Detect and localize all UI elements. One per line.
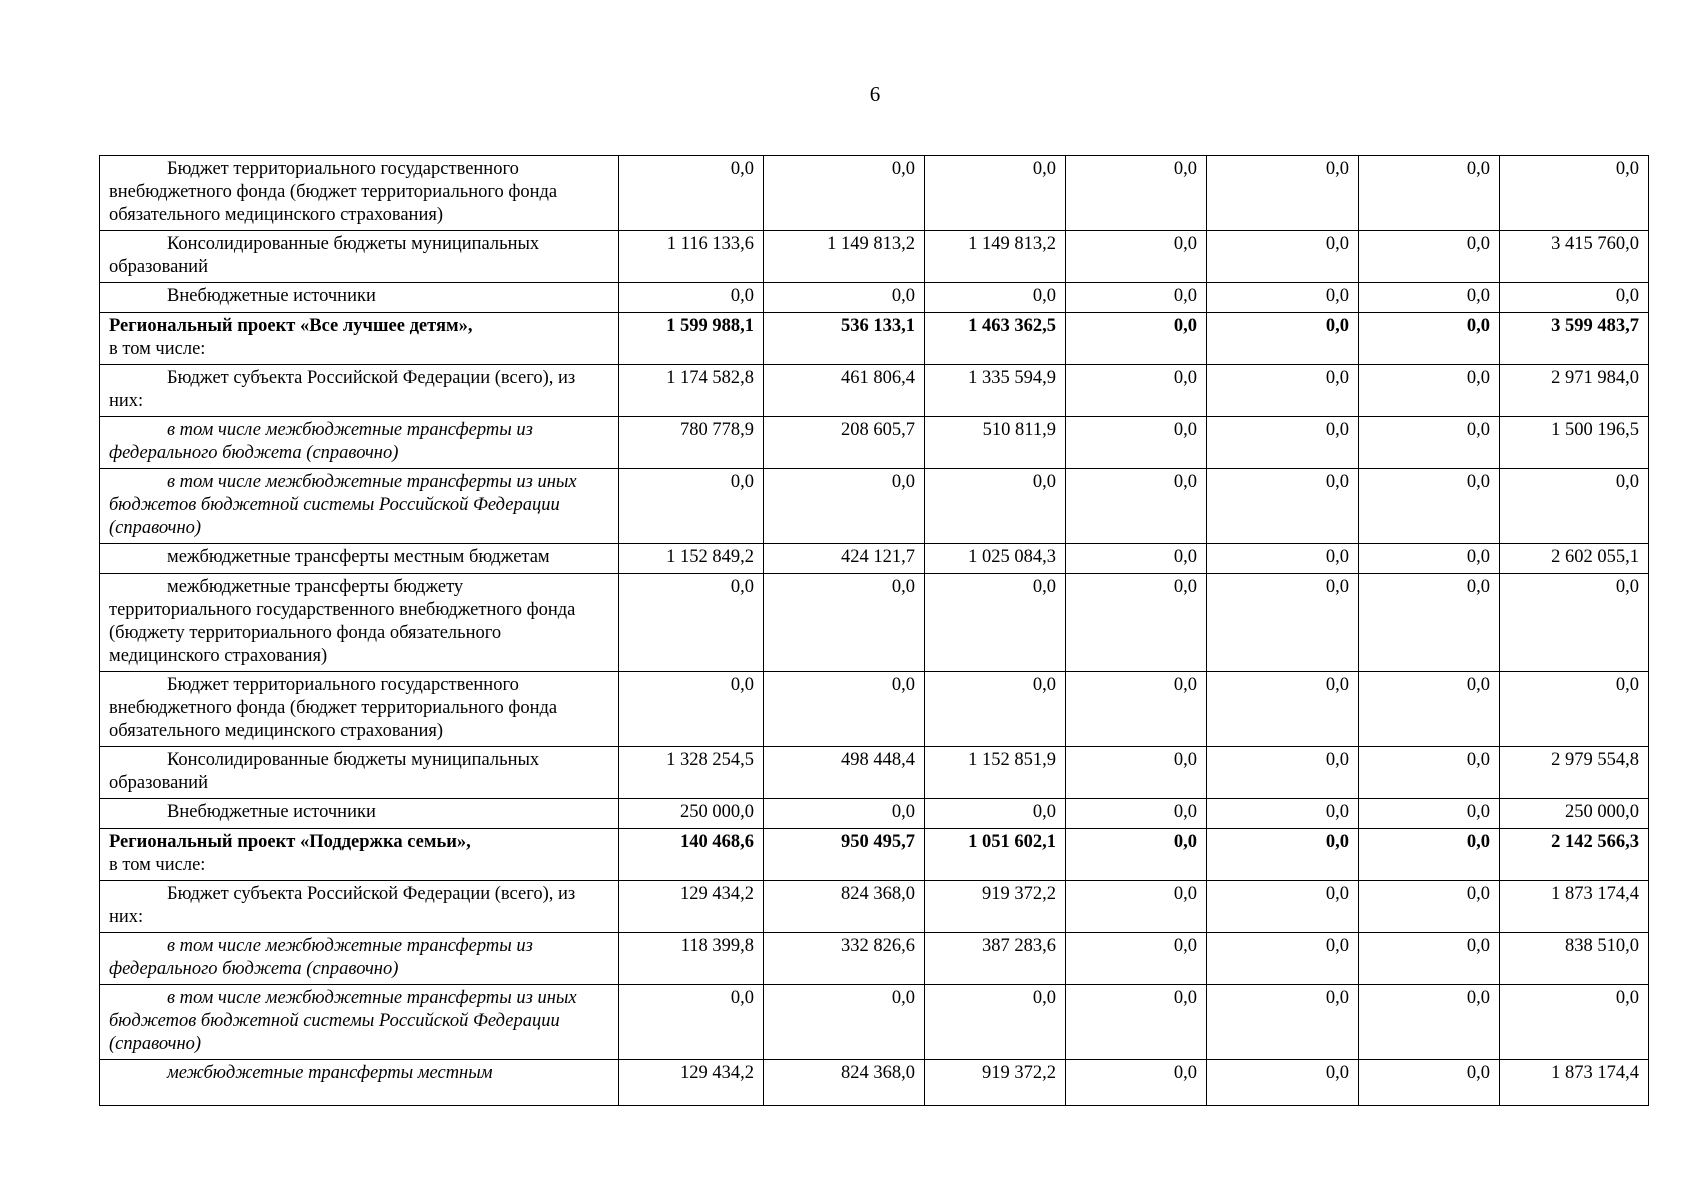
cell-value: 0,0 [1359, 156, 1500, 231]
cell-value: 2 971 984,0 [1500, 365, 1649, 417]
row-label: межбюджетные трансферты бюджету территориального государственного внебюджетного фонда (бюджету территориального фонда обязательного медицинского страхования) [100, 574, 619, 672]
cell-value: 461 806,4 [764, 365, 925, 417]
cell-value: 250 000,0 [1500, 799, 1649, 829]
cell-value: 0,0 [764, 574, 925, 672]
cell-value: 0,0 [1500, 574, 1649, 672]
cell-value: 0,0 [1359, 469, 1500, 544]
cell-value: 0,0 [1066, 544, 1207, 574]
cell-value: 1 500 196,5 [1500, 417, 1649, 469]
cell-value: 0,0 [1359, 747, 1500, 799]
cell-value: 0,0 [925, 672, 1066, 747]
cell-value: 0,0 [1066, 574, 1207, 672]
cell-value: 0,0 [1359, 574, 1500, 672]
row-label: Бюджет территориального государственного внебюджетного фонда (бюджет территориального фонда обязательного медицинского страхования) [100, 672, 619, 747]
cell-value: 1 463 362,5 [925, 313, 1066, 365]
cell-value: 0,0 [1066, 313, 1207, 365]
row-label: в том числе межбюджетные трансферты из иных бюджетов бюджетной системы Российской Федерации (справочно) [100, 469, 619, 544]
cell-value: 0,0 [1207, 156, 1359, 231]
cell-value: 1 335 594,9 [925, 365, 1066, 417]
cell-value: 0,0 [1207, 829, 1359, 881]
cell-value: 0,0 [1359, 283, 1500, 313]
cell-value: 0,0 [1359, 231, 1500, 283]
cell-value: 0,0 [619, 156, 764, 231]
cell-value: 0,0 [1359, 1060, 1500, 1106]
cell-value: 0,0 [764, 469, 925, 544]
cell-value: 0,0 [1207, 933, 1359, 985]
table-row [100, 933, 1649, 985]
cell-value: 0,0 [764, 672, 925, 747]
cell-value: 332 826,6 [764, 933, 925, 985]
cell-value: 0,0 [764, 985, 925, 1060]
cell-value: 0,0 [925, 156, 1066, 231]
cell-value: 536 133,1 [764, 313, 925, 365]
cell-value: 0,0 [1066, 881, 1207, 933]
cell-value: 950 495,7 [764, 829, 925, 881]
table-row [100, 747, 1649, 799]
cell-value: 1 051 602,1 [925, 829, 1066, 881]
cell-value: 0,0 [1066, 231, 1207, 283]
table-row [100, 574, 1649, 672]
cell-value: 0,0 [925, 574, 1066, 672]
cell-value: 0,0 [1066, 829, 1207, 881]
cell-value: 0,0 [1500, 985, 1649, 1060]
cell-value: 208 605,7 [764, 417, 925, 469]
row-label: Бюджет субъекта Российской Федерации (всего), из них: [100, 365, 619, 417]
cell-value: 2 142 566,3 [1500, 829, 1649, 881]
row-label: в том числе межбюджетные трансферты из федерального бюджета (справочно) [100, 417, 619, 469]
cell-value: 129 434,2 [619, 881, 764, 933]
cell-value: 0,0 [1359, 985, 1500, 1060]
cell-value: 1 152 849,2 [619, 544, 764, 574]
table-row [100, 156, 1649, 231]
cell-value: 2 602 055,1 [1500, 544, 1649, 574]
cell-value: 0,0 [619, 574, 764, 672]
cell-value: 1 599 988,1 [619, 313, 764, 365]
cell-value: 0,0 [1066, 156, 1207, 231]
cell-value: 0,0 [1207, 469, 1359, 544]
cell-value: 1 328 254,5 [619, 747, 764, 799]
table-row [100, 231, 1649, 283]
cell-value: 0,0 [1066, 469, 1207, 544]
row-label: межбюджетные трансферты местным бюджетам [100, 544, 619, 574]
cell-value: 919 372,2 [925, 881, 1066, 933]
cell-value: 0,0 [1207, 417, 1359, 469]
table-row [100, 469, 1649, 544]
cell-value: 0,0 [1066, 672, 1207, 747]
cell-value: 0,0 [1500, 672, 1649, 747]
cell-value: 0,0 [925, 283, 1066, 313]
cell-value: 0,0 [1359, 881, 1500, 933]
row-label: Консолидированные бюджеты муниципальных образований [100, 747, 619, 799]
row-label: Бюджет субъекта Российской Федерации (всего), из них: [100, 881, 619, 933]
cell-value: 0,0 [1207, 747, 1359, 799]
cell-value: 424 121,7 [764, 544, 925, 574]
cell-value: 0,0 [1207, 313, 1359, 365]
cell-value: 1 025 084,3 [925, 544, 1066, 574]
cell-value: 0,0 [1359, 544, 1500, 574]
cell-value: 0,0 [1066, 283, 1207, 313]
cell-value: 0,0 [764, 799, 925, 829]
cell-value: 118 399,8 [619, 933, 764, 985]
cell-value: 0,0 [1500, 156, 1649, 231]
cell-value: 0,0 [1207, 881, 1359, 933]
row-label: Региональный проект «Все лучшее детям», в том числе: [100, 313, 619, 365]
row-label: Региональный проект «Поддержка семьи», в том числе: [100, 829, 619, 881]
cell-value: 0,0 [1207, 574, 1359, 672]
cell-value: 0,0 [1359, 672, 1500, 747]
cell-value: 0,0 [1359, 933, 1500, 985]
cell-value: 1 873 174,4 [1500, 881, 1649, 933]
cell-value: 0,0 [1066, 985, 1207, 1060]
cell-value: 824 368,0 [764, 881, 925, 933]
cell-value: 498 448,4 [764, 747, 925, 799]
cell-value: 0,0 [1066, 747, 1207, 799]
cell-value: 1 873 174,4 [1500, 1060, 1649, 1106]
cell-value: 0,0 [619, 469, 764, 544]
cell-value: 0,0 [1066, 1060, 1207, 1106]
row-label: Консолидированные бюджеты муниципальных образований [100, 231, 619, 283]
cell-value: 387 283,6 [925, 933, 1066, 985]
row-label: в том числе межбюджетные трансферты из иных бюджетов бюджетной системы Российской Федерации (справочно) [100, 985, 619, 1060]
table-row [100, 544, 1649, 574]
cell-value: 0,0 [1207, 283, 1359, 313]
cell-value: 0,0 [1207, 1060, 1359, 1106]
cell-value: 919 372,2 [925, 1060, 1066, 1106]
cell-value: 0,0 [1207, 365, 1359, 417]
table-row [100, 365, 1649, 417]
cell-value: 780 778,9 [619, 417, 764, 469]
cell-value: 0,0 [925, 985, 1066, 1060]
cell-value: 0,0 [764, 156, 925, 231]
table-row [100, 672, 1649, 747]
cell-value: 0,0 [1500, 469, 1649, 544]
cell-value: 0,0 [1066, 365, 1207, 417]
cell-value: 1 152 851,9 [925, 747, 1066, 799]
cell-value: 140 468,6 [619, 829, 764, 881]
cell-value: 0,0 [619, 985, 764, 1060]
row-label: Бюджет территориального государственного внебюджетного фонда (бюджет территориального фонда обязательного медицинского страхования) [100, 156, 619, 231]
cell-value: 0,0 [1359, 829, 1500, 881]
cell-value: 1 174 582,8 [619, 365, 764, 417]
cell-value: 0,0 [925, 799, 1066, 829]
table-row-project [100, 829, 1649, 881]
cell-value: 0,0 [1207, 799, 1359, 829]
cell-value: 0,0 [619, 672, 764, 747]
cell-value: 0,0 [1066, 417, 1207, 469]
table-row-project [100, 313, 1649, 365]
cell-value: 0,0 [1207, 985, 1359, 1060]
cell-value: 0,0 [764, 283, 925, 313]
cell-value: 250 000,0 [619, 799, 764, 829]
cell-value: 0,0 [1359, 799, 1500, 829]
cell-value: 2 979 554,8 [1500, 747, 1649, 799]
cell-value: 838 510,0 [1500, 933, 1649, 985]
cell-value: 0,0 [1066, 799, 1207, 829]
table-row [100, 1060, 1649, 1106]
row-label: Внебюджетные источники [100, 283, 619, 313]
cell-value: 0,0 [619, 283, 764, 313]
cell-value: 0,0 [1207, 231, 1359, 283]
row-label: Внебюджетные источники [100, 799, 619, 829]
budget-table [99, 155, 1649, 1106]
cell-value: 3 599 483,7 [1500, 313, 1649, 365]
cell-value: 0,0 [1066, 933, 1207, 985]
row-label: межбюджетные трансферты местным [100, 1060, 619, 1106]
cell-value: 129 434,2 [619, 1060, 764, 1106]
table-row [100, 985, 1649, 1060]
cell-value: 1 116 133,6 [619, 231, 764, 283]
row-label: в том числе межбюджетные трансферты из федерального бюджета (справочно) [100, 933, 619, 985]
table-row [100, 283, 1649, 313]
cell-value: 0,0 [1207, 672, 1359, 747]
cell-value: 3 415 760,0 [1500, 231, 1649, 283]
cell-value: 0,0 [1359, 313, 1500, 365]
table-row [100, 799, 1649, 829]
cell-value: 0,0 [1359, 417, 1500, 469]
cell-value: 1 149 813,2 [764, 231, 925, 283]
cell-value: 0,0 [925, 469, 1066, 544]
cell-value: 0,0 [1359, 365, 1500, 417]
table-row [100, 881, 1649, 933]
cell-value: 510 811,9 [925, 417, 1066, 469]
cell-value: 824 368,0 [764, 1060, 925, 1106]
cell-value: 0,0 [1500, 283, 1649, 313]
cell-value: 0,0 [1207, 544, 1359, 574]
table-row [100, 417, 1649, 469]
page-number: 6 [869, 82, 881, 106]
cell-value: 1 149 813,2 [925, 231, 1066, 283]
